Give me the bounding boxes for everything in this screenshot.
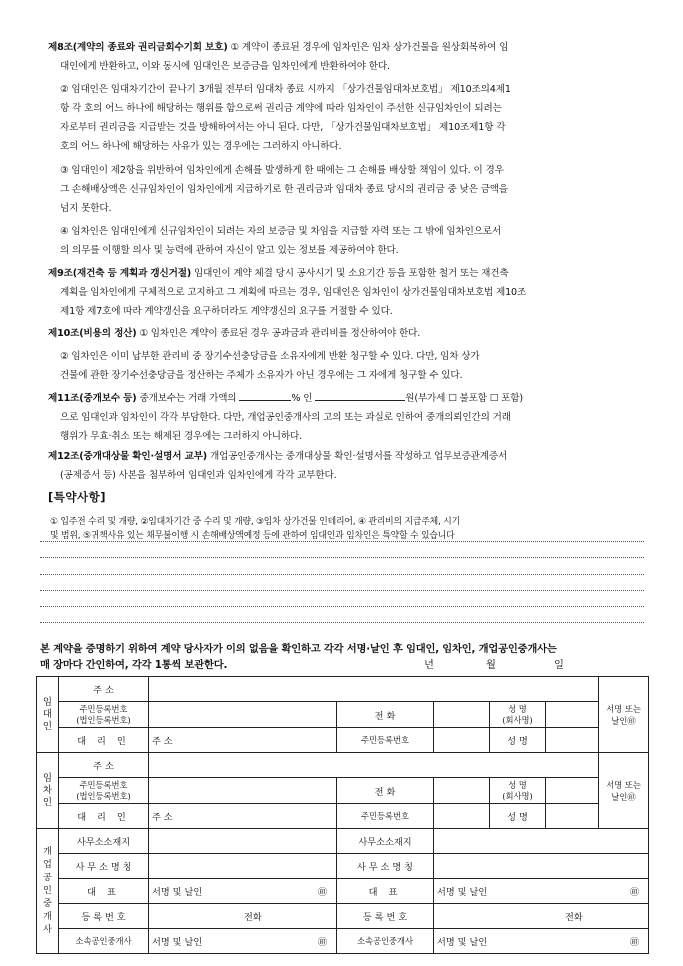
tenant-phone-field[interactable] [434, 778, 490, 804]
broker1-office-addr-field[interactable] [149, 829, 337, 854]
landlord-phone-label: 전 화 [337, 702, 434, 728]
broker2-assoc-label: 소속공인중개사 [337, 929, 434, 954]
broker2-sign-label: 서명 및 날인 [437, 887, 488, 898]
tenant-sign-seal[interactable]: 서명 또는 날인㊞ [599, 753, 649, 829]
landlord-sign-seal[interactable]: 서명 또는 날인㊞ [599, 677, 649, 753]
landlord-name-field[interactable] [546, 702, 599, 728]
broker2-office-name-field[interactable] [434, 854, 649, 879]
landlord-address-field[interactable] [149, 677, 599, 702]
a8p2-line-3: 자로부터 권리금을 지급받는 것을 방해하여서는 아니 된다. 다만, 「상가건물임대차보호법」 제10조제1항 각 [60, 122, 506, 133]
tenant-name-field[interactable] [546, 778, 599, 804]
broker1-office-name-field[interactable] [149, 854, 337, 879]
landlord-name-label: 성 명 (회사명) [490, 702, 546, 728]
broker2-rep-label: 대 표 [337, 879, 434, 904]
a10p2-line-1: ② 임차인은 이미 납부한 관리비 중 장기수선충당금을 소유자에게 반환 청구할 수 있다. 다만, 임차 상가 [60, 351, 480, 362]
tenant-resident-no-label: 주민등록번호 (법인등록번호) [59, 778, 149, 804]
broker-row-name [37, 854, 649, 879]
article-8-para-2 [48, 80, 643, 156]
declaration-line-1: 본 계약을 증명하기 위하여 계약 당사자가 이의 없음을 확인하고 각각 서명·날인 후 임대인, 임차인, 개업공인중개사는 [40, 643, 557, 655]
article-10-para-2 [48, 347, 643, 385]
broker-label: 개업공인중개사 [37, 829, 59, 954]
a8p2-line-1: ② 임대인은 임대차기간이 끝나기 3개월 전부터 임대차 종료 시까지 「상가건물임대차보호법」 제10조의4제1 [60, 84, 511, 95]
article-12-title: 제12조(중개대상물 확인·설명서 교부) [48, 451, 208, 462]
landlord-agent-id-field[interactable] [434, 728, 490, 753]
seal-icon: ㊞ [317, 937, 327, 948]
landlord-resident-no-field[interactable] [149, 702, 337, 728]
a8p2-line-4: 호의 어느 하나에 해당하는 사유가 있는 경우에는 그러하지 아니하다. [60, 141, 342, 152]
broker1-reg-label: 등 록 번 호 [59, 904, 149, 929]
article-8 [48, 38, 643, 76]
a9-line-1: 임대인이 계약 체결 당시 공사시기 및 소요기간 등을 포함한 철거 또는 재건축 [194, 268, 509, 279]
broker2-phone-label: 전화 [565, 912, 583, 923]
tenant-agent-label: 대 리 인 [59, 804, 149, 829]
landlord-agent-id-label: 주민등록번호 [337, 728, 434, 753]
landlord-label: 임대인 [37, 677, 59, 753]
a8p3-line-1: ③ 임대인이 제2항을 위반하여 임차인에게 손해를 발생하게 한 때에는 그 손해를 배상할 책임이 있다. 이 경우 [60, 165, 504, 176]
landlord-row-address [37, 677, 649, 702]
a10-line-1: ① 임차인은 계약이 종료된 경우 공과금과 관리비를 정산하여야 한다. [139, 328, 421, 339]
landlord-phone-field[interactable] [434, 702, 490, 728]
special-guide-line-2: 및 범위, ⑤귀책사유 있는 채무불이행 시 손해배상액예정 등에 관하여 임대인과 임차인은 특약할 수 있습니다 [50, 531, 455, 541]
tenant-agent-address[interactable]: 주 소 [149, 804, 337, 829]
landlord-row-agent [37, 728, 649, 753]
a11-line-3: 행위가 무효·취소 또는 해제된 경우에는 그러하지 아니하다. [60, 431, 303, 442]
broker-row-reg [37, 904, 649, 929]
tenant-agent-name-label: 성 명 [490, 804, 546, 829]
tenant-address-field[interactable] [149, 753, 599, 778]
broker1-phone-label: 전화 [244, 912, 262, 923]
broker2-reg-label: 등 록 번 호 [337, 904, 434, 929]
special-terms-area[interactable] [40, 513, 644, 625]
broker2-assoc-sign-label: 서명 및 날인 [437, 937, 488, 948]
seal-icon: ㊞ [317, 887, 327, 898]
broker2-assoc-sign[interactable] [434, 929, 649, 954]
signature-table [36, 676, 649, 954]
a9-line-2: 계획을 임차인에게 구체적으로 고지하고 그 계획에 따르는 경우, 임대인은 임차인이 상가건물임대차보호법 제10조 [60, 287, 527, 298]
a8p3-line-2: 그 손해배상액은 신규임차인이 임차인에게 지급하기로 한 권리금과 임대차 종료 당시의 권리금 중 낮은 금액을 [60, 184, 508, 195]
landlord-agent-label: 대 리 인 [59, 728, 149, 753]
special-terms-guide [50, 515, 642, 543]
tenant-address-label: 주 소 [59, 753, 149, 778]
article-9 [48, 264, 643, 321]
special-guide-line-1: ① 입주전 수리 및 개량, ②임대차기간 중 수리 및 개량, ③임차 상가건물 인테리어, ④ 관리비의 지급주체, 시기 [50, 517, 461, 527]
article-8-para-3 [48, 161, 643, 218]
seal-icon: ㊞ [629, 937, 640, 948]
fee-percent-blank[interactable] [239, 390, 291, 401]
date-month: 월 [486, 659, 496, 671]
a9-line-3: 제1항 제7호에 따라 계약갱신을 요구하더라도 계약갱신의 요구를 거절할 수 있다. [60, 306, 393, 317]
broker2-office-addr-field[interactable] [434, 829, 649, 854]
tenant-row-id [37, 778, 649, 804]
tenant-resident-no-field[interactable] [149, 778, 337, 804]
a11-vat-label: 원(부가세 ☐ 불포함 ☐ 포함) [405, 393, 523, 404]
broker2-rep-sign[interactable] [434, 879, 649, 904]
broker1-assoc-sign[interactable] [149, 929, 337, 954]
broker1-reg-field[interactable] [149, 904, 337, 929]
tenant-row-agent [37, 804, 649, 829]
tenant-agent-id-field[interactable] [434, 804, 490, 829]
article-8-title: 제8조(계약의 종료와 권리금회수기회 보호) [48, 42, 228, 53]
broker1-assoc-sign-label: 서명 및 날인 [152, 937, 203, 948]
a11-fee-text: 중개보수는 거래 가액의 [139, 393, 237, 404]
broker1-sign-label: 서명 및 날인 [152, 887, 203, 898]
a12-line-1: 개업공인중개사는 중개대상물 확인·설명서를 작성하고 업무보증관계증서 [209, 451, 508, 462]
broker2-office-name-label: 사 무 소 명 칭 [337, 854, 434, 879]
article-10-title: 제10조(비용의 정산) [48, 328, 137, 339]
article-8-para-4 [48, 222, 643, 260]
broker-row-assoc [37, 929, 649, 954]
a8p3-line-3: 넘지 못한다. [60, 203, 112, 214]
a8p4-line-1: ④ 임차인은 임대인에게 신규임차인이 되려는 자의 보증금 및 차임을 지급할 자력 또는 그 밖에 임차인으로서 [60, 226, 502, 237]
broker1-office-name-label: 사 무 소 명 칭 [59, 854, 149, 879]
article-8-line-1: ① 계약이 종료된 경우에 임차인은 임차 상가건물을 원상회복하여 임 [230, 42, 509, 53]
article-12 [48, 447, 643, 485]
tenant-name-label: 성 명 (회사명) [490, 778, 546, 804]
date-year: 년 [424, 659, 434, 671]
broker1-office-addr-label: 사무소소재지 [59, 829, 149, 854]
landlord-address-label: 주 소 [59, 677, 149, 702]
article-9-title: 제9조(재건축 등 계획과 갱신거절) [48, 268, 192, 279]
special-terms-title: [특약사항] [48, 490, 106, 504]
seal-icon: ㊞ [629, 887, 640, 898]
declaration-line-2: 매 장마다 간인하여, 각각 1통씩 보관한다. [40, 659, 228, 671]
tenant-agent-name-field[interactable] [546, 804, 599, 829]
broker2-office-addr-label: 사무소소재지 [337, 829, 434, 854]
landlord-agent-name-field[interactable] [546, 728, 599, 753]
a12-line-2: (공제증서 등) 사본을 첨부하여 임대인과 임차인에게 각각 교부한다. [60, 470, 337, 481]
fee-amount-blank[interactable] [315, 390, 405, 401]
article-10 [48, 324, 643, 343]
article-8-line-2: 대인에게 반환하고, 이와 동시에 임대인은 보증금을 임차인에게 반환하여야 한다. [60, 61, 390, 72]
tenant-phone-label: 전 화 [337, 778, 434, 804]
article-11-title: 제11조(중개보수 등) [48, 393, 137, 404]
broker2-reg-field[interactable] [434, 904, 649, 929]
landlord-resident-no-label: 주민등록번호 (법인등록번호) [59, 702, 149, 728]
tenant-agent-id-label: 주민등록번호 [337, 804, 434, 829]
contract-declaration [40, 641, 650, 673]
a8p4-line-2: 의 의무를 이행할 의사 및 능력에 관하여 자신이 알고 있는 정보를 제공하여야 한다. [60, 245, 399, 256]
tenant-label: 임차인 [37, 753, 59, 829]
broker-row-office [37, 829, 649, 854]
tenant-row-address [37, 753, 649, 778]
landlord-row-id [37, 702, 649, 728]
a11-percent-label: % 인 [291, 393, 313, 404]
landlord-agent-address[interactable]: 주 소 [149, 728, 337, 753]
a10p2-line-2: 건물에 관한 장기수선충당금을 정산하는 주체가 소유자가 아닌 경우에는 그 자에게 청구할 수 있다. [60, 370, 463, 381]
broker1-assoc-label: 소속공인중개사 [59, 929, 149, 954]
a11-line-2: 으로 임대인과 임차인이 각각 부담한다. 다만, 개업공인중개사의 고의 또는 과실로 인하여 중개의뢰인간의 거래 [60, 412, 511, 423]
date-day: 일 [554, 659, 564, 671]
article-11 [48, 389, 643, 446]
landlord-agent-name-label: 성 명 [490, 728, 546, 753]
broker-row-rep [37, 879, 649, 904]
broker1-rep-label: 대 표 [59, 879, 149, 904]
broker1-rep-sign[interactable] [149, 879, 337, 904]
a8p2-line-2: 항 각 호의 어느 하나에 해당하는 행위를 함으로써 권리금 계약에 따라 임차인이 주선한 신규임차인이 되려는 [60, 103, 502, 114]
